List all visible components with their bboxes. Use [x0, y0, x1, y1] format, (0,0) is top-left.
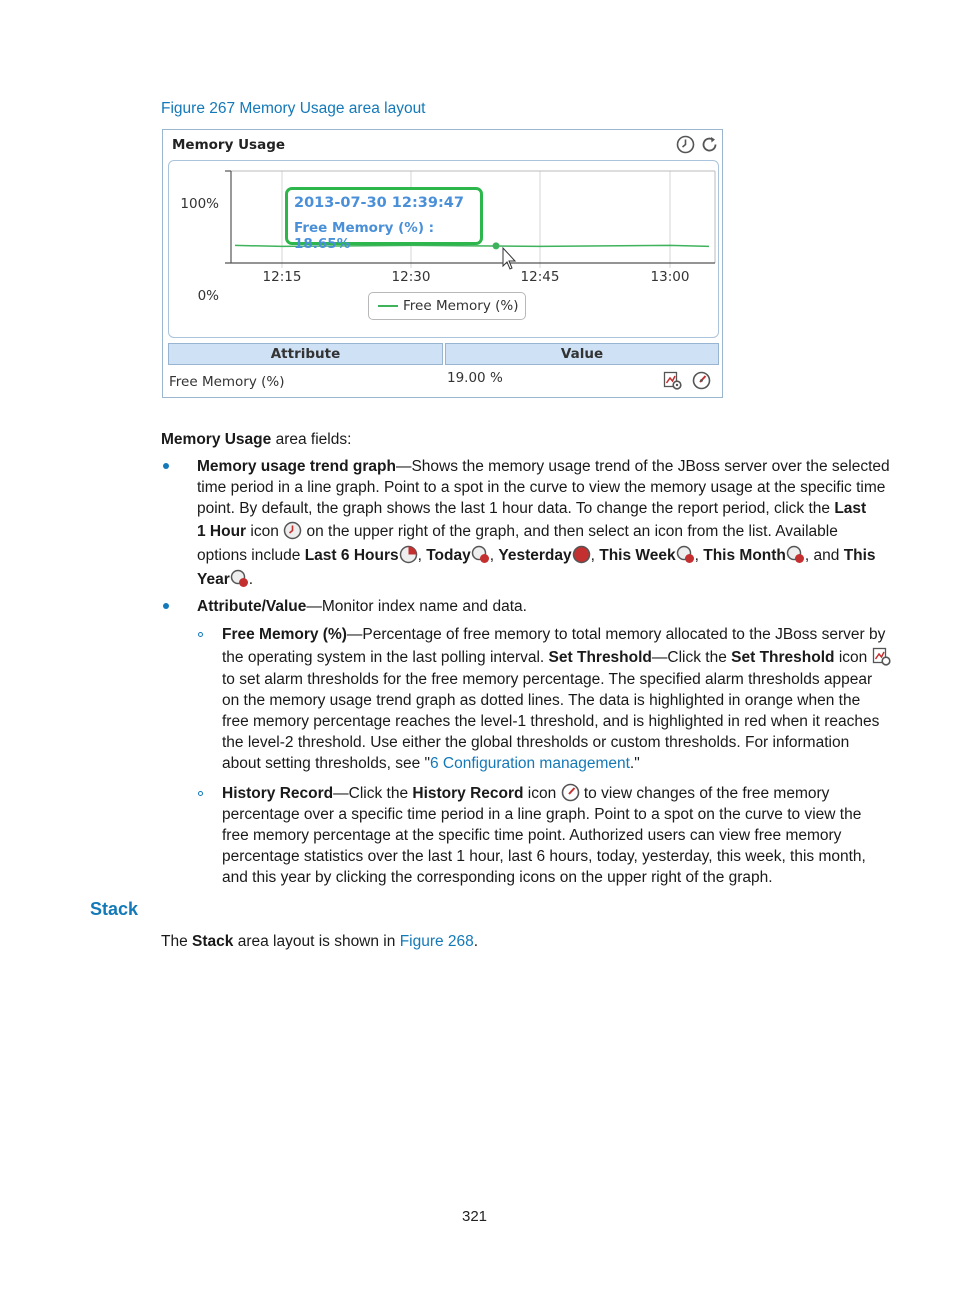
set-threshold-icon[interactable]: [663, 371, 682, 390]
table-cell-attribute: Free Memory (%): [169, 374, 285, 390]
sub-1-line-7: [222, 753, 640, 774]
yesterday-icon: [572, 545, 591, 564]
today-icon: [471, 545, 490, 564]
page-number: 321: [462, 1208, 488, 1225]
memory-usage-widget: [162, 129, 723, 398]
bullet-1-title: Memory usage trend graph: [197, 458, 396, 475]
table-cell-value: 19.00 %: [447, 370, 503, 386]
bullet-2-title: Attribute/Value: [197, 598, 307, 615]
sub-2-line-4: percentage statistics over the last 1 hour, last 6 hours, today, yesterday, this week, this month,: [222, 848, 866, 865]
x-tick-label: 12:15: [262, 269, 302, 285]
text-span: icon: [246, 523, 284, 540]
chart-legend[interactable]: [368, 292, 526, 320]
intro-paragraph: [161, 429, 351, 450]
text-span: icon: [834, 649, 872, 666]
sub-1-line-4: on the memory usage trend graph as dotted lines. The data is highlighted in orange when the: [222, 692, 861, 709]
last-6-hours-icon: [399, 545, 418, 564]
intro-bold: Memory Usage: [161, 431, 272, 448]
bold-span: 1 Hour: [197, 523, 247, 540]
legend-label: Free Memory (%): [403, 298, 519, 314]
section-heading-stack: Stack: [90, 899, 139, 919]
text-span: —Click the: [333, 785, 413, 802]
y-tick-top: 100%: [180, 196, 219, 212]
text-span: about setting thresholds, see ": [222, 755, 430, 772]
trend-chart: [168, 160, 719, 338]
bullet-2-marker: [163, 603, 169, 609]
table-header-attribute: Attribute: [168, 343, 443, 365]
text-span: ,: [694, 547, 704, 564]
text-span: —Click the: [651, 649, 732, 666]
chart-tooltip: [285, 187, 483, 252]
sub-2-line-2: percentage over a specific time period in a line graph. Point to a spot on the curve to view the: [222, 806, 862, 823]
text-span: ,: [489, 547, 499, 564]
bold-span: History Record: [412, 785, 524, 802]
this-week-icon: [676, 545, 695, 564]
text-span: area layout is shown in: [233, 933, 400, 950]
bullet-1-line-4: [197, 521, 838, 542]
tooltip-time: 2013-07-30 12:39:47: [294, 195, 464, 211]
intro-text: area fields:: [271, 431, 352, 448]
bullet-1-text: —Shows the memory usage trend of the JBoss server over the selected: [395, 458, 890, 475]
clock-icon[interactable]: [676, 135, 695, 154]
tooltip-value: Free Memory (%) : 18.65%: [294, 220, 435, 252]
set-threshold-icon: [872, 647, 891, 666]
history-record-icon[interactable]: [692, 371, 711, 390]
text-span: The: [161, 933, 193, 950]
bold-span: Set Threshold: [731, 649, 835, 666]
bold-span: This Month: [703, 547, 786, 564]
bold-span: Stack: [192, 933, 234, 950]
bold-span: This: [843, 547, 876, 564]
text-span: point. By default, the graph shows the last 1 hour data. To change the report period, click the: [197, 500, 835, 517]
sub-2-title: History Record: [222, 785, 334, 802]
text-span: ,: [590, 547, 600, 564]
bold-span: Set Threshold: [548, 649, 652, 666]
y-tick-bottom: 0%: [197, 288, 219, 304]
text-span: to view changes of the free memory: [579, 785, 830, 802]
last-1-hour-icon: [283, 521, 302, 540]
bold-span: Last: [834, 500, 867, 517]
stack-paragraph: [161, 931, 478, 952]
text-span: .: [473, 933, 479, 950]
sub-bullet-2-marker: [198, 791, 203, 796]
sub-2-line-5: and this year by clicking the corresponding icons on the upper right of the graph.: [222, 869, 773, 886]
sub-1-line-6: the level-2 threshold. Use either the global thresholds or custom thresholds. For information: [222, 734, 850, 751]
text-span: options include: [197, 547, 305, 564]
bold-span: Yesterday: [498, 547, 572, 564]
this-year-icon: [230, 569, 249, 588]
refresh-icon[interactable]: [700, 135, 719, 154]
x-tick-label: 12:45: [520, 269, 560, 285]
sub-2-line-1: [222, 783, 829, 804]
sub-1-line-3: to set alarm thresholds for the free memory percentage. The specified alarm thresholds appear: [222, 671, 873, 688]
bold-span: This Week: [599, 547, 676, 564]
history-record-icon: [561, 783, 580, 802]
bullet-2-line-1: [197, 596, 527, 617]
table-header-value: Value: [445, 343, 719, 365]
text-span: —Percentage of free memory to total memory allocated to the JBoss server by: [346, 626, 886, 643]
mouse-cursor-icon: [503, 248, 515, 269]
highlighted-point[interactable]: [493, 242, 500, 249]
text-span: .": [629, 755, 640, 772]
sub-2-line-3: free memory percentage at the specific time point. Authorized users can view free memory: [222, 827, 842, 844]
text-span: the operating system in the last polling interval.: [222, 649, 549, 666]
sub-bullet-1-marker: [198, 632, 203, 637]
figure-268-link[interactable]: Figure 268: [399, 933, 474, 950]
text-span: on the upper right of the graph, and then select an icon from the list. Available: [302, 523, 838, 540]
sub-1-line-5: free memory percentage reaches the level-1 threshold, and is highlighted in red when it reaches: [222, 713, 880, 730]
sub-1-title: Free Memory (%): [222, 626, 347, 643]
this-month-icon: [786, 545, 805, 564]
sub-1-line-2: [222, 647, 891, 668]
bold-span: Year: [197, 571, 230, 588]
x-tick-label: 12:30: [391, 269, 431, 285]
text-span: .: [248, 571, 254, 588]
text-span: ,: [417, 547, 427, 564]
bullet-2-text: —Monitor index name and data.: [306, 598, 527, 615]
bullet-1-line-1: [197, 456, 890, 477]
bullet-1-line-5: [197, 545, 876, 566]
x-tick-label: 13:00: [650, 269, 690, 285]
text-span: , and: [804, 547, 844, 564]
configuration-management-link[interactable]: 6 Configuration management: [430, 755, 630, 772]
figure-caption: Figure 267 Memory Usage area layout: [161, 100, 426, 117]
legend-swatch: [378, 305, 398, 307]
x-axis-labels: [263, 269, 690, 285]
bullet-1-line-6: [197, 569, 253, 590]
text-span: icon: [523, 785, 561, 802]
bullet-1-line-2: time period in a line graph. Point to a spot in the curve to view the memory usage at the specific time: [197, 479, 886, 496]
bullet-1-line-3: [197, 498, 866, 519]
widget-title: Memory Usage: [172, 137, 286, 153]
bold-span: Today: [426, 547, 471, 564]
bold-span: Last 6 Hours: [304, 547, 399, 564]
sub-1-line-1: [222, 624, 885, 645]
bullet-1-marker: [163, 463, 169, 469]
